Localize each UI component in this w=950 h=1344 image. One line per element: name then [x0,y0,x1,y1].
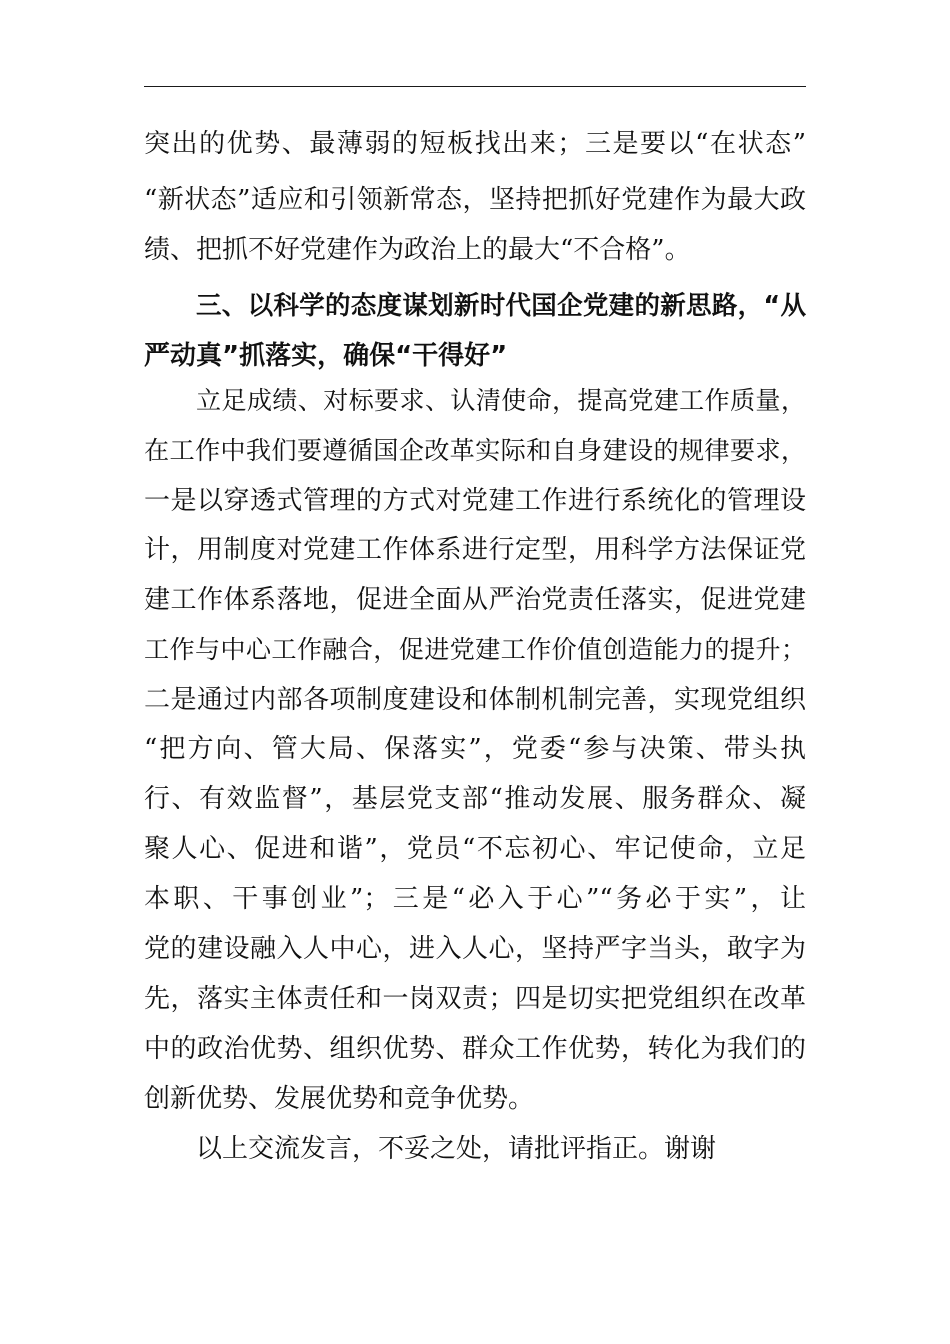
body-text-line: 聚人心、促进和谐”，党员“不忘初心、牢记使命，立足 [144,834,806,864]
closing-text-line: 以上交流发言，不妥之处，请批评指正。谢谢 [196,1134,717,1164]
section-heading-line: 严动真”抓落实，确保“干得好” [144,341,508,371]
body-text-line: 工作与中心工作融合，促进党建工作价值创造能力的提升； [144,635,806,664]
body-text-line: 创新优势、发展优势和竞争优势。 [144,1084,535,1114]
body-text-line: 本职、干事创业”；三是“必入于心”“务必于实”，让 [144,884,806,914]
body-text-line: 在工作中我们要遵循国企改革实际和自身建设的规律要求， [144,436,806,465]
body-text-line: “新状态”适应和引领新常态，坚持把抓好党建作为最大政 [144,185,806,215]
body-text-line: 党的建设融入人中心，进入人心，坚持严字当头，敢字为 [144,934,806,964]
header-rule [144,86,806,87]
body-text-line: 二是通过内部各项制度建设和体制机制完善，实现党组织 [144,685,806,715]
section-heading-line: 三、以科学的态度谋划新时代国企党建的新思路，“从 [196,291,806,321]
body-text-line: 中的政治优势、组织优势、群众工作优势，转化为我们的 [144,1034,806,1064]
body-text-line: 绩、把抓不好党建作为政治上的最大“不合格”。 [144,235,691,265]
body-text-line: 一是以穿透式管理的方式对党建工作进行系统化的管理设 [144,486,806,516]
body-text-line: 先，落实主体责任和一岗双责；四是切实把党组织在改革 [144,984,806,1014]
body-text-line: 计，用制度对党建工作体系进行定型，用科学方法保证党 [144,535,806,565]
body-text-line: 突出的优势、最薄弱的短板找出来；三是要以“在状态” [144,129,806,159]
body-text-line: 建工作体系落地，促进全面从严治党责任落实，促进党建 [144,585,806,615]
body-text-line: 行、有效监督”，基层党支部“推动发展、服务群众、凝 [144,784,806,814]
body-text-line: “把方向、管大局、保落实”，党委“参与决策、带头执 [144,734,806,764]
body-text-line: 立足成绩、对标要求、认清使命，提高党建工作质量， [196,386,806,415]
